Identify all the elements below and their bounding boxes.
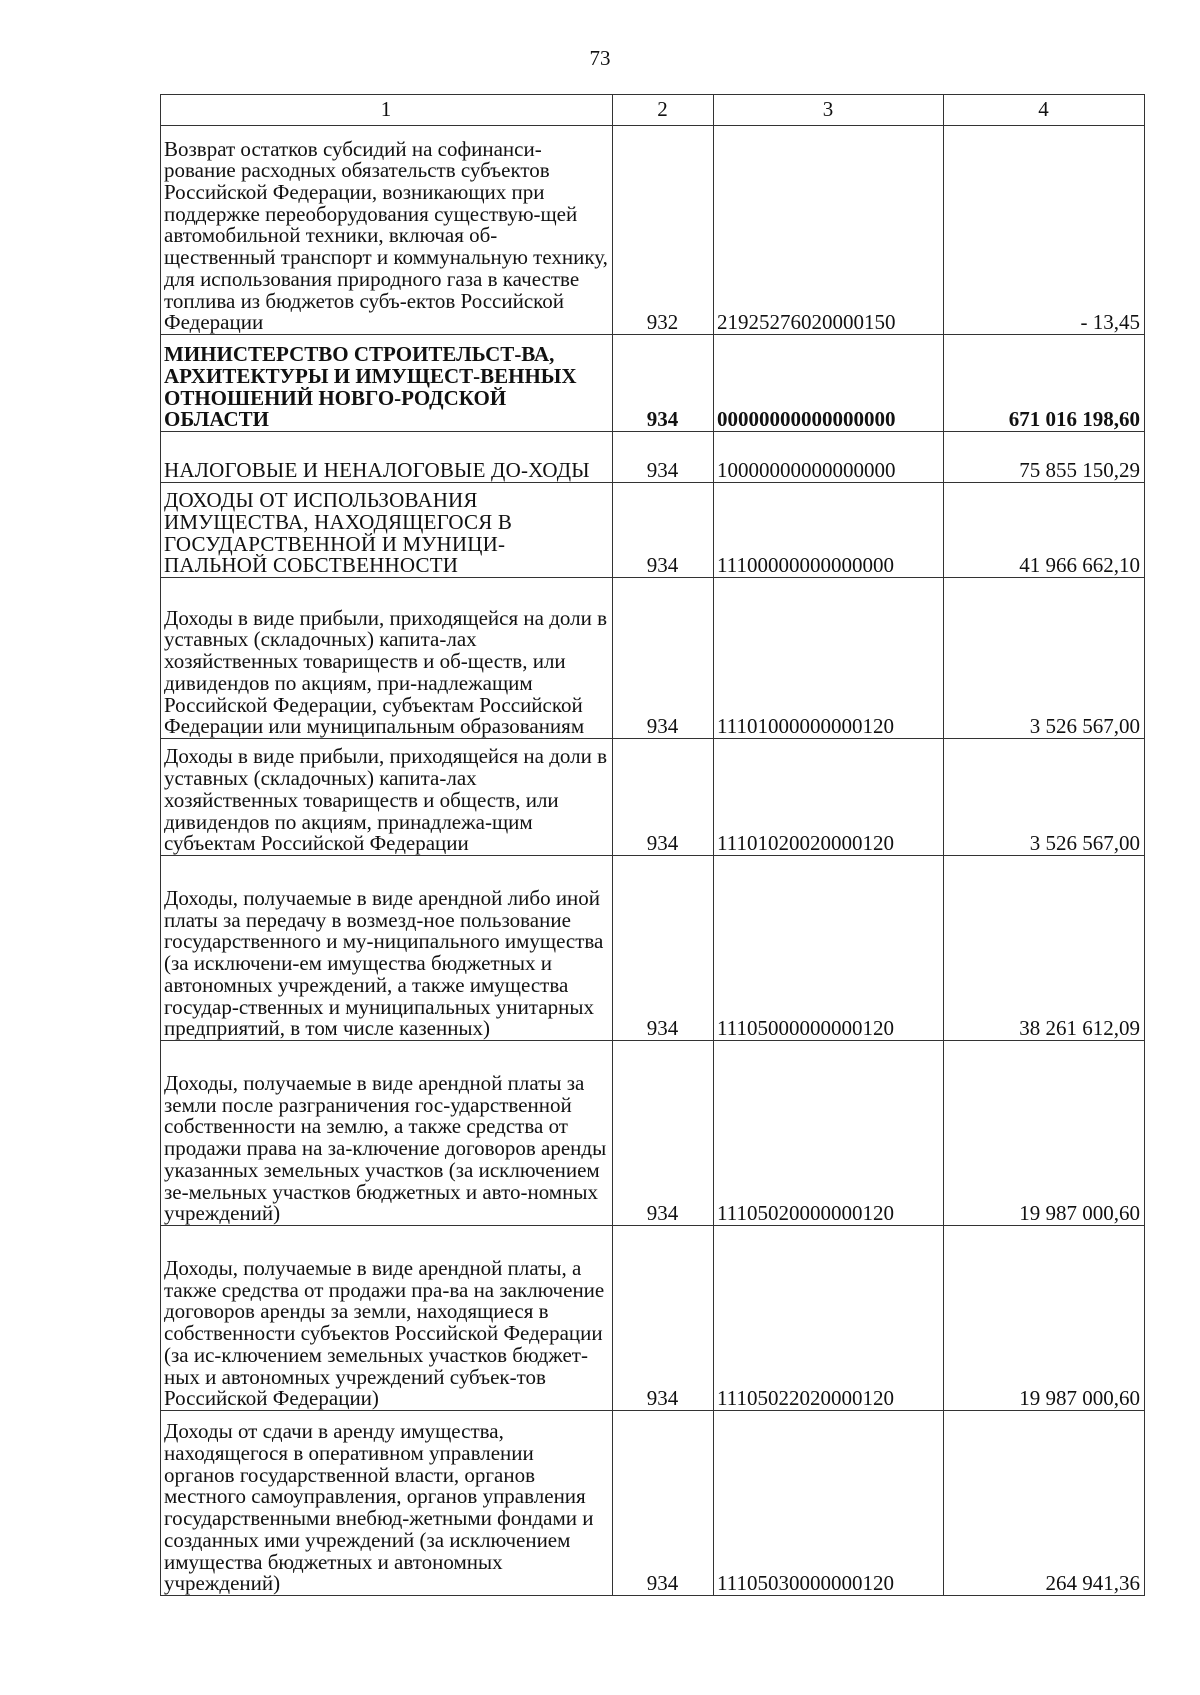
amount: 41 966 662,10 [944, 483, 1145, 578]
budget-code: 11105020000000120 [714, 1041, 944, 1226]
column-header: 4 [944, 95, 1145, 126]
table-row [161, 578, 1145, 739]
table-row [161, 432, 1145, 483]
income-name: Доходы от сдачи в аренду имущества, находящегося в оперативном управлении органов государственной власти, органов местного самоуправления, органов управления государственными внебюд-жетными фондами и созданных ими учреждений (за исключением имущества бюджетных и автономных учреждений) [161, 1411, 613, 1596]
income-name: Доходы, получаемые в виде арендной платы за земли после разграничения гос-ударственной собственности на землю, а также средства от продажи права на за-ключение договоров аренды указанных земельных участков (за исключением зе-мельных участков бюджетных и авто-номных учреждений) [161, 1041, 613, 1226]
column-header: 3 [714, 95, 944, 126]
amount: 19 987 000,60 [944, 1041, 1145, 1226]
admin-code: 932 [613, 126, 714, 335]
table-row [161, 483, 1145, 578]
table-row [161, 739, 1145, 856]
table-row [161, 126, 1145, 335]
amount: 38 261 612,09 [944, 856, 1145, 1041]
amount: 19 987 000,60 [944, 1226, 1145, 1411]
table-row [161, 1226, 1145, 1411]
table-row [161, 1411, 1145, 1596]
table-row [161, 856, 1145, 1041]
budget-table [160, 94, 1145, 1596]
page-number: 73 [589, 46, 611, 70]
table-header-row [161, 95, 1145, 126]
table-row [161, 1041, 1145, 1226]
budget-code: 11105030000000120 [714, 1411, 944, 1596]
admin-code: 934 [613, 856, 714, 1041]
admin-code: 934 [613, 483, 714, 578]
amount: 3 526 567,00 [944, 578, 1145, 739]
amount: 75 855 150,29 [944, 432, 1145, 483]
budget-code: 00000000000000000 [714, 335, 944, 432]
income-name: Доходы, получаемые в виде арендной платы, а также средства от продажи пра-ва на заключение договоров аренды за земли, находящиеся в собственности субъектов Российской Федерации (за ис-ключением земельных участков бюджет-ных и автономных учреждений субъек-тов Российской Федерации) [161, 1226, 613, 1411]
income-name: Возврат остатков субсидий на софинанси-рование расходных обязательств субъектов Российской Федерации, возникающих при поддержке переоборудования существую-щей автомобильной техники, включая об-щественный транспорт и коммунальную технику, для использования природного газа в качестве топлива из бюджетов субъ-ектов Российской Федерации [161, 126, 613, 335]
amount: - 13,45 [944, 126, 1145, 335]
admin-code: 934 [613, 1226, 714, 1411]
budget-code: 21925276020000150 [714, 126, 944, 335]
budget-code: 11101000000000120 [714, 578, 944, 739]
admin-code: 934 [613, 578, 714, 739]
amount: 671 016 198,60 [944, 335, 1145, 432]
admin-code: 934 [613, 432, 714, 483]
budget-code: 11101020020000120 [714, 739, 944, 856]
budget-code: 10000000000000000 [714, 432, 944, 483]
admin-code: 934 [613, 1041, 714, 1226]
income-name: НАЛОГОВЫЕ И НЕНАЛОГОВЫЕ ДО-ХОДЫ [161, 432, 613, 483]
budget-code: 11105000000000120 [714, 856, 944, 1041]
column-header: 1 [161, 95, 613, 126]
admin-code: 934 [613, 335, 714, 432]
admin-code: 934 [613, 739, 714, 856]
income-name: Доходы, получаемые в виде арендной либо иной платы за передачу в возмезд-ное пользование государственного и му-ниципального имущества (за исключени-ем имущества бюджетных и автономных учреждений, а также имущества государ-ственных и муниципальных унитарных предприятий, в том числе казенных) [161, 856, 613, 1041]
amount: 3 526 567,00 [944, 739, 1145, 856]
income-name: ДОХОДЫ ОТ ИСПОЛЬЗОВАНИЯ ИМУЩЕСТВА, НАХОДЯЩЕГОСЯ В ГОСУДАРСТВЕННОЙ И МУНИЦИ-ПАЛЬНОЙ СОБСТВЕННОСТИ [161, 483, 613, 578]
income-name: МИНИСТЕРСТВО СТРОИТЕЛЬСТ-ВА, АРХИТЕКТУРЫ И ИМУЩЕСТ-ВЕННЫХ ОТНОШЕНИЙ НОВГО-РОДСКОЙ ОБЛАСТИ [161, 335, 613, 432]
income-name: Доходы в виде прибыли, приходящейся на доли в уставных (складочных) капита-лах хозяйственных товариществ и обществ, или дивидендов по акциям, принадлежа-щим субъектам Российской Федерации [161, 739, 613, 856]
table-row [161, 335, 1145, 432]
amount: 264 941,36 [944, 1411, 1145, 1596]
budget-code: 11105022020000120 [714, 1226, 944, 1411]
column-header: 2 [613, 95, 714, 126]
income-name: Доходы в виде прибыли, приходящейся на доли в уставных (складочных) капита-лах хозяйственных товариществ и об-ществ, или дивидендов по акциям, при-надлежащим Российской Федерации, субъектам Российской Федерации или муниципальным образованиям [161, 578, 613, 739]
admin-code: 934 [613, 1411, 714, 1596]
budget-code: 11100000000000000 [714, 483, 944, 578]
